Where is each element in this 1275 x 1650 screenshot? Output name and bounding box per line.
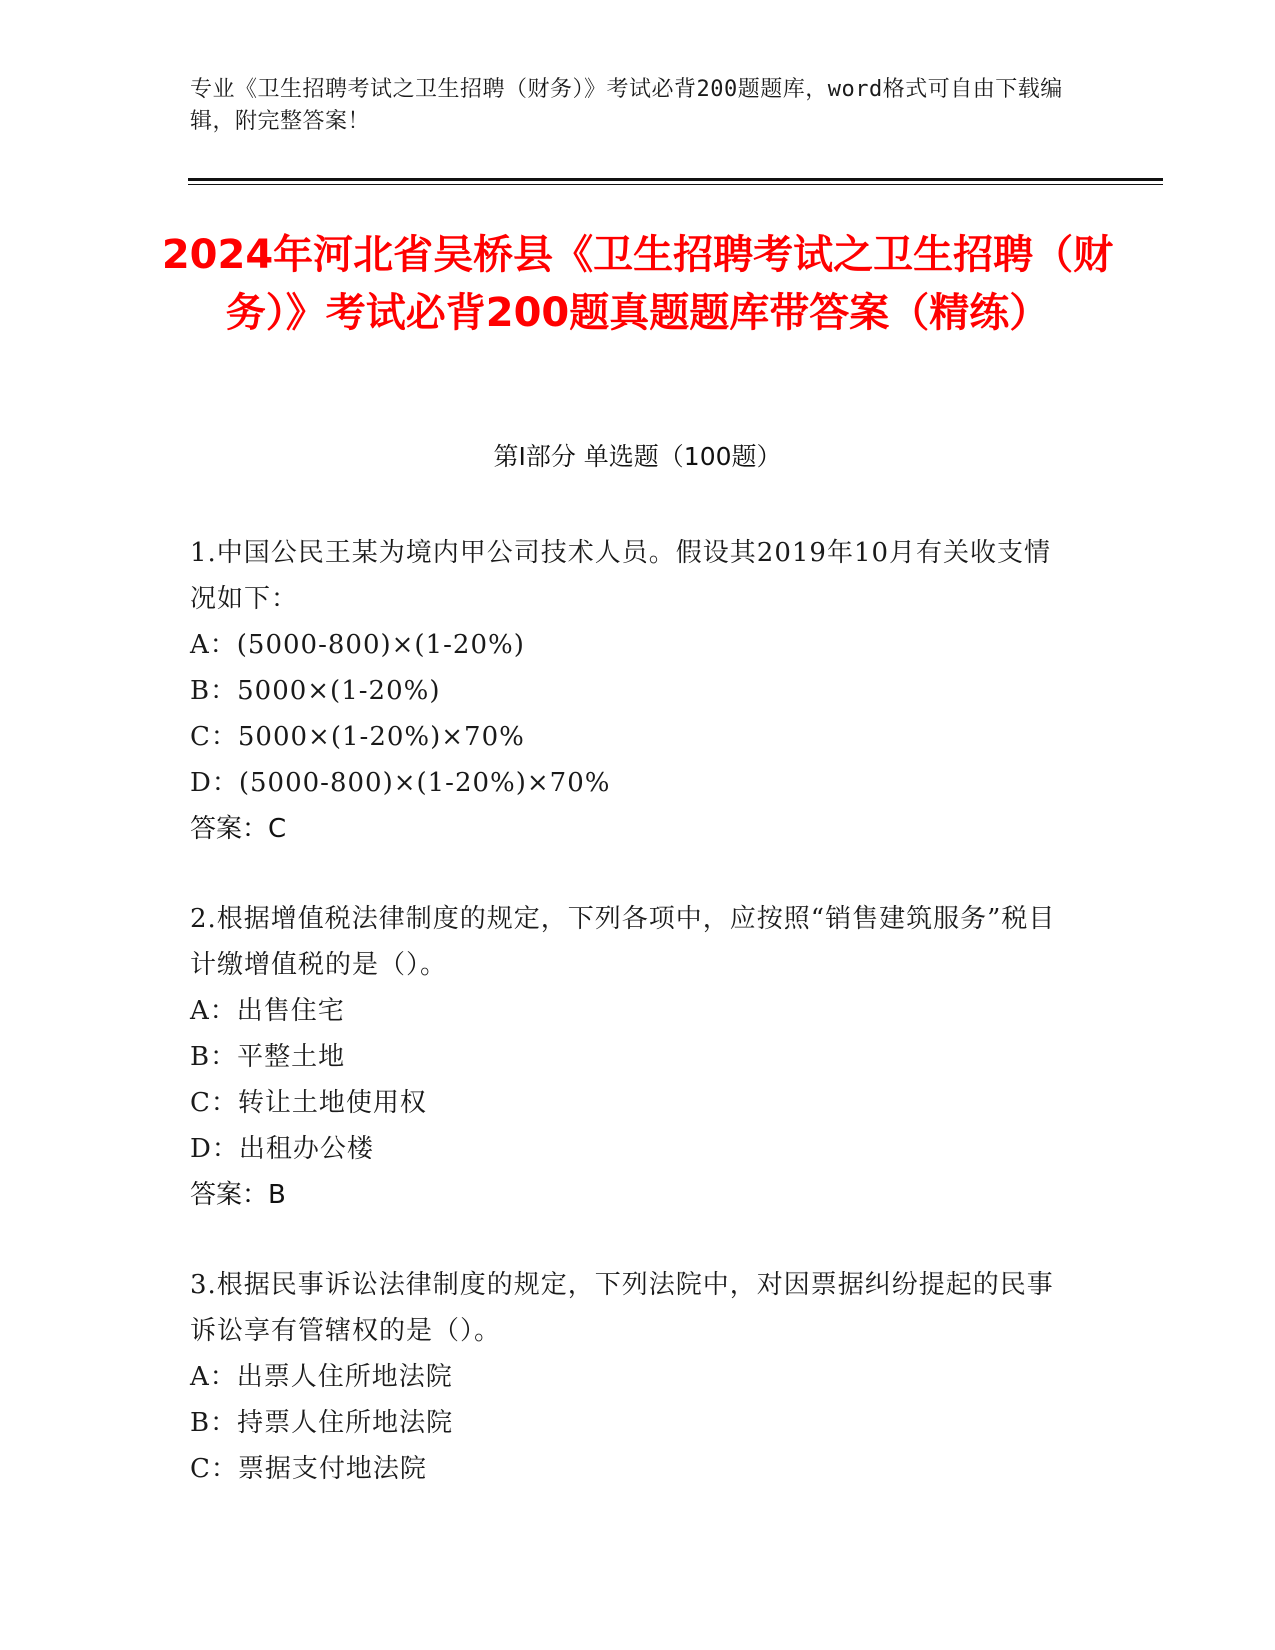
question-stem: 1.中国公民王某为境内甲公司技术人员。假设其2019年10月有关收支情况如下：: [190, 538, 1052, 614]
header-note: 专业《卫生招聘考试之卫生招聘（财务）》考试必背200题题库，word格式可自由下载编辑，附完整答案！: [190, 77, 1063, 134]
option-a: A：出票人住所地法院: [190, 1362, 453, 1392]
option-a: A：出售住宅: [190, 996, 345, 1026]
question-3: [190, 1262, 1070, 1492]
option-b: B：持票人住所地法院: [190, 1408, 454, 1438]
header-rule-thick: [188, 178, 1163, 181]
option-d: D：(5000-800)×(1-20%)×70%: [190, 768, 611, 798]
option-b: B：平整土地: [190, 1042, 346, 1072]
option-c: C：5000×(1-20%)×70%: [190, 722, 525, 752]
question-list: [190, 530, 1070, 1536]
option-d: D：出租办公楼: [190, 1134, 374, 1164]
question-1: [190, 530, 1070, 852]
question-stem: 2.根据增值税法律制度的规定，下列各项中，应按照“销售建筑服务”税目计缴增值税的是（）。: [190, 904, 1056, 980]
question-2: [190, 896, 1070, 1218]
header-rule-thin: [188, 184, 1163, 185]
option-c: C：转让土地使用权: [190, 1088, 427, 1118]
option-b: B：5000×(1-20%): [190, 676, 441, 706]
answer: 答案：C: [190, 814, 287, 844]
document-title: 2024年河北省吴桥县《卫生招聘考试之卫生招聘（财务）》考试必背200题真题题库带答案（精练）: [161, 232, 1114, 336]
section-heading: 第Ⅰ部分 单选题（100题）: [493, 442, 782, 471]
question-stem: 3.根据民事诉讼法律制度的规定，下列法院中，对因票据纠纷提起的民事诉讼享有管辖权的是（）。: [190, 1270, 1054, 1346]
option-c: C：票据支付地法院: [190, 1454, 427, 1484]
answer: 答案：B: [190, 1180, 286, 1210]
option-a: A：(5000-800)×(1-20%): [190, 630, 525, 660]
